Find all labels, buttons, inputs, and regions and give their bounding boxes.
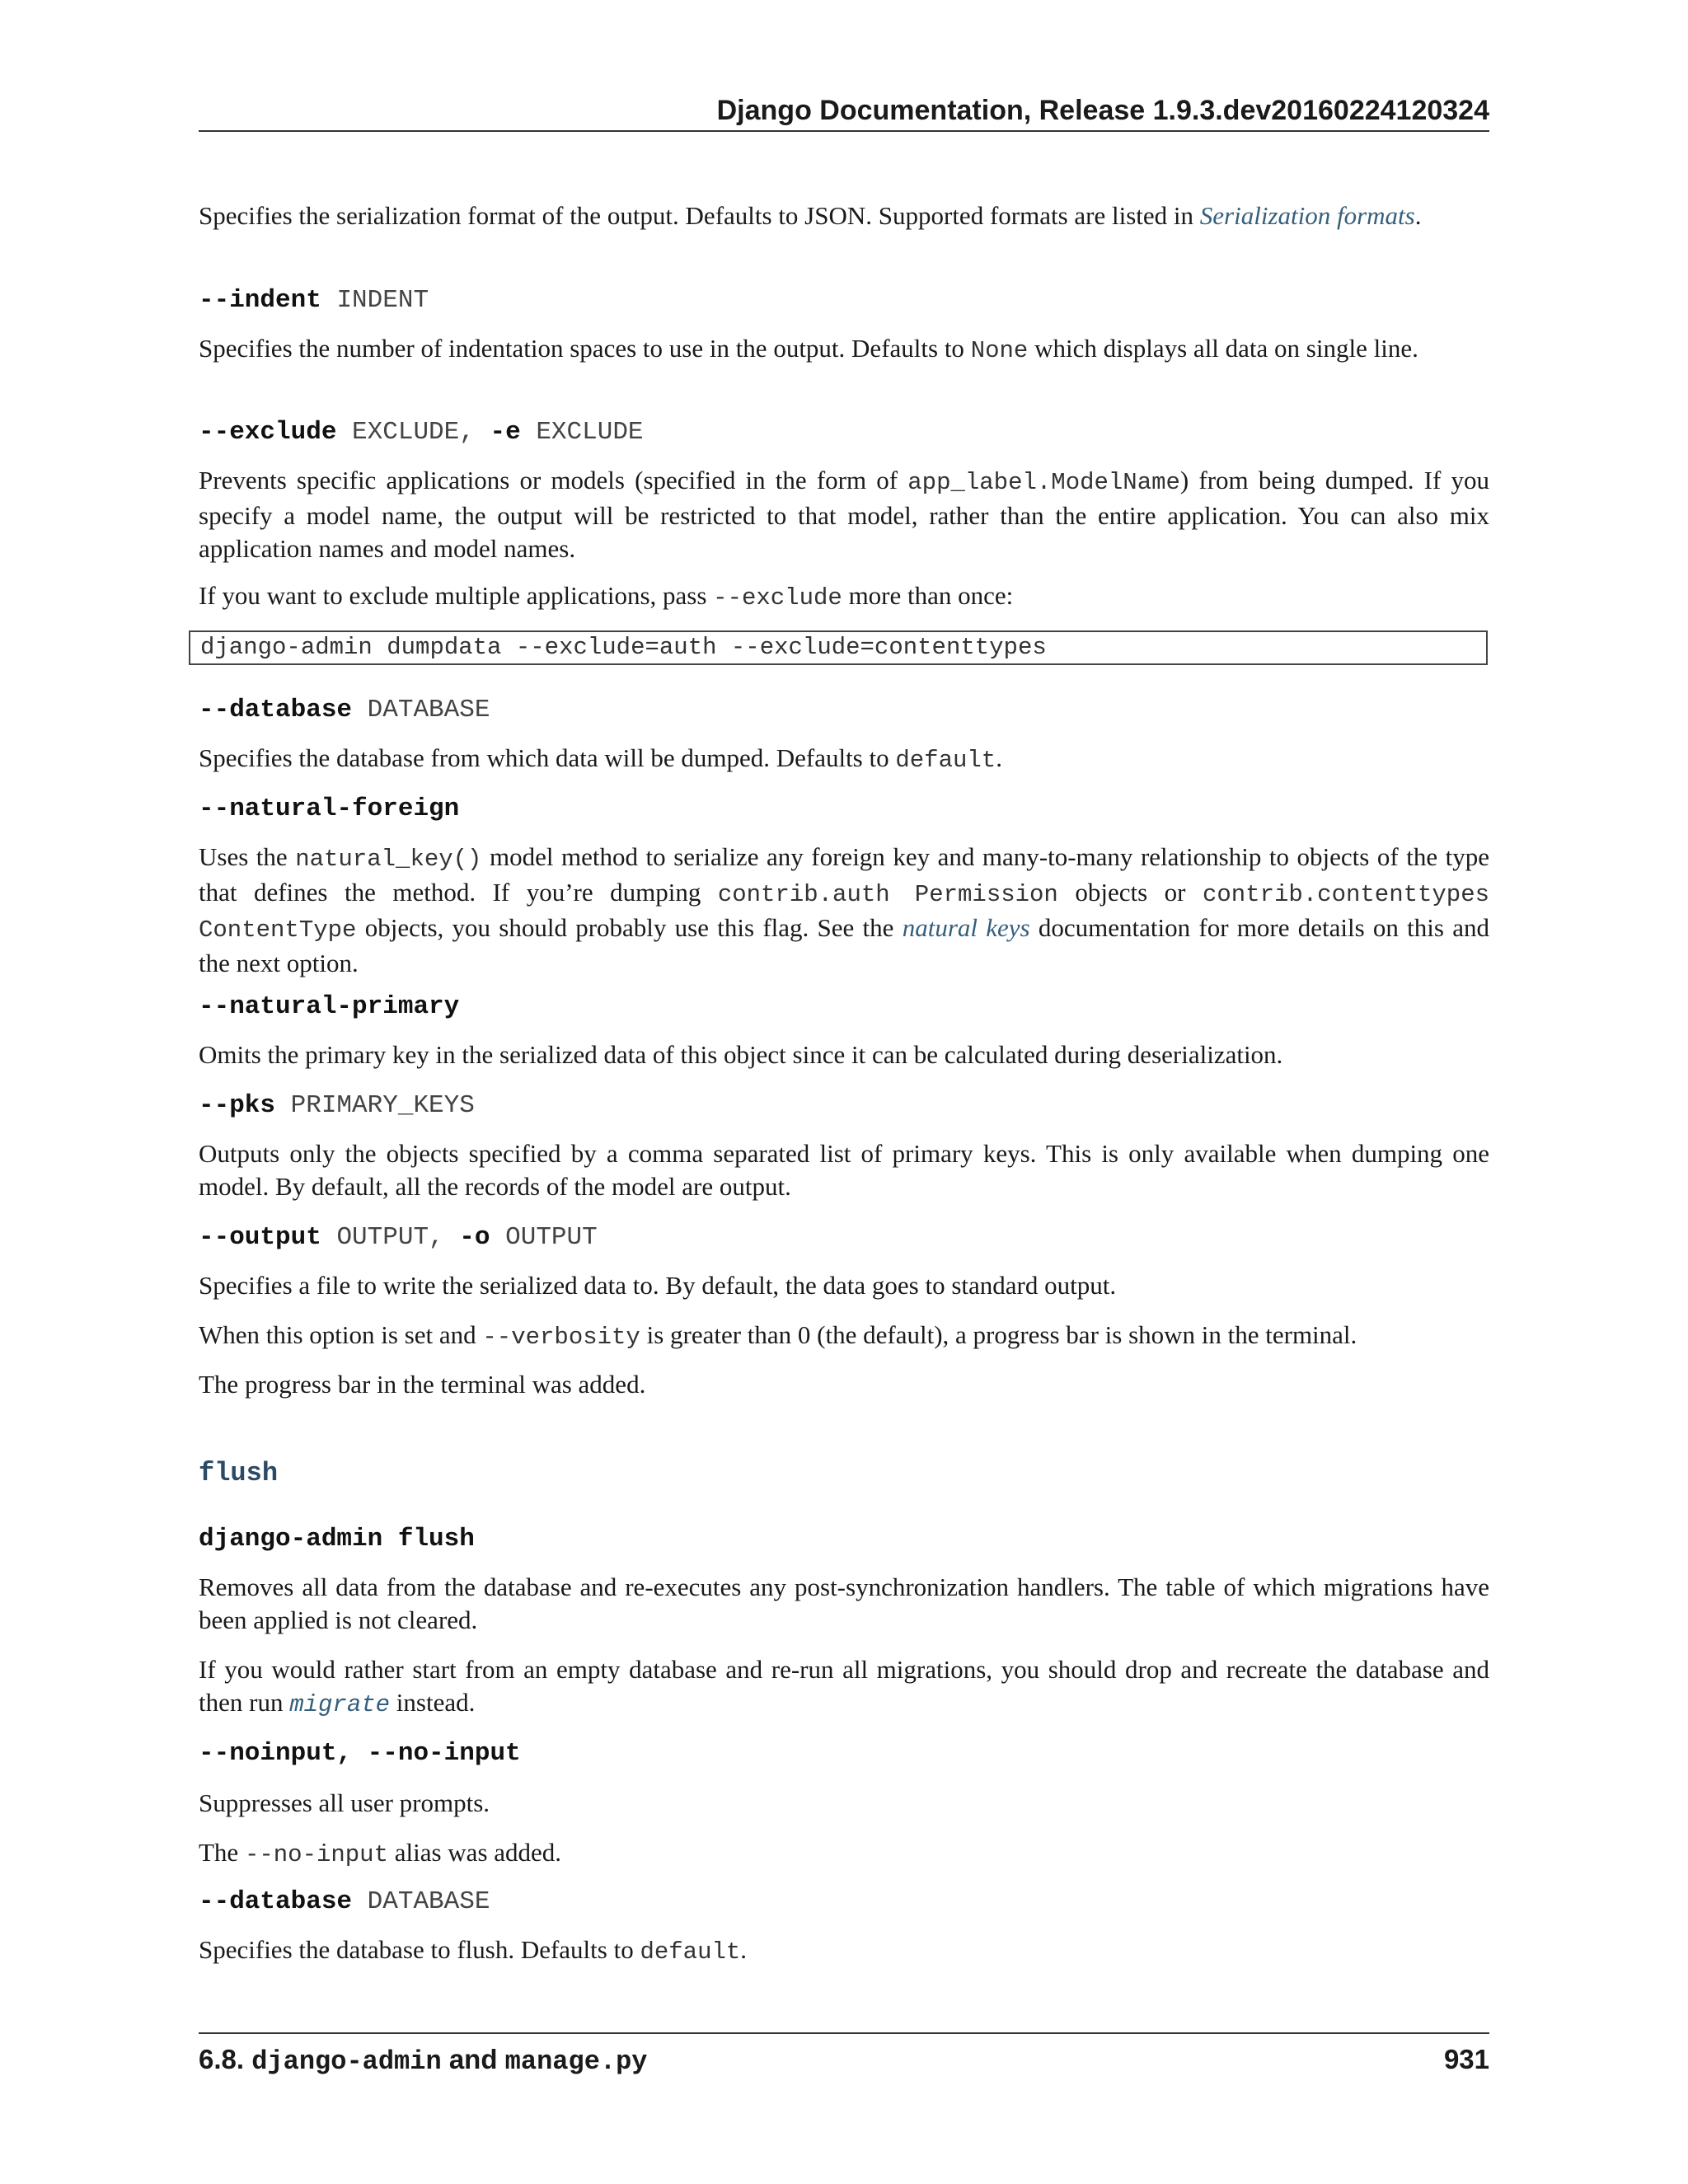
option-database: --database DATABASE xyxy=(199,696,490,724)
indent-description: Specifies the number of indentation spaces to use in the output. Defaults to None which displays all data on single line. xyxy=(199,334,1418,364)
option-exclude: --exclude EXCLUDE, -e EXCLUDE xyxy=(199,418,644,447)
option-natural-primary: --natural-primary xyxy=(199,992,460,1021)
database-description: Specifies the database from which data will be dumped. Defaults to default. xyxy=(199,743,1002,774)
option-indent: --indent INDENT xyxy=(199,286,429,315)
option-noinput: --noinput, --no-input xyxy=(199,1739,521,1768)
header-title: Django Documentation, Release 1.9.3.dev20160224120324 xyxy=(716,95,1489,126)
flush-command: django-admin flush xyxy=(199,1525,475,1554)
page-footer xyxy=(199,2032,1489,2083)
noinput-description: Suppresses all user prompts. xyxy=(199,1788,490,1817)
exclude-description: Prevents specific applications or models (specified in the form of app_label.ModelName) from being dumped. If you specify a model name, the output will be restricted to that model, rather than the entire application. You can also mix application names and model names. xyxy=(199,466,1489,563)
output-version-note: The progress bar in the terminal was added. xyxy=(199,1370,646,1399)
option-flush-database: --database DATABASE xyxy=(199,1887,490,1916)
flush-migrate-note: If you would rather start from an empty database and re-run all migrations, you should drop and recreate the database and then run migrate instead. xyxy=(199,1655,1489,1718)
output-progress-note: When this option is set and --verbosity is greater than 0 (the default), a progress bar is shown in the terminal. xyxy=(199,1320,1357,1351)
exclude-multiple-note: If you want to exclude multiple applications, pass --exclude more than once: xyxy=(199,581,1014,612)
natural-primary-description: Omits the primary key in the serialized data of this object since it can be calculated during deserialization. xyxy=(199,1040,1283,1069)
flush-database-description: Specifies the database to flush. Defaults to default. xyxy=(199,1935,748,1966)
natural-keys-link[interactable]: natural keys xyxy=(902,913,1030,942)
serialization-formats-link[interactable]: Serialization formats xyxy=(1199,201,1415,230)
code-example: django-admin dumpdata --exclude=auth --exclude=contenttypes xyxy=(189,630,1488,665)
format-description: Specifies the serialization format of the output. Defaults to JSON. Supported formats are listed in Serialization formats. xyxy=(199,201,1422,230)
pks-description: Outputs only the objects specified by a comma separated list of primary keys. This is only available when dumping one model. By default, all the records of the model are output. xyxy=(199,1139,1489,1201)
flush-description: Removes all data from the database and re-executes any post-synchronization handlers. The table of which migrations have been applied is not cleared. xyxy=(199,1572,1489,1634)
option-pks: --pks PRIMARY_KEYS xyxy=(199,1091,475,1120)
option-natural-foreign: --natural-foreign xyxy=(199,794,460,823)
page-header xyxy=(199,92,1489,132)
output-description: Specifies a file to write the serialized data to. By default, the data goes to standard output. xyxy=(199,1271,1117,1300)
option-output: --output OUTPUT, -o OUTPUT xyxy=(199,1223,598,1252)
migrate-link[interactable]: migrate xyxy=(289,1691,391,1718)
natural-foreign-description: Uses the natural_key() model method to serialize any foreign key and many-to-many relationship to objects of the type that defines the method. If you’re dumping contrib.auth Permission objects or contrib.contenttypes ContentType objects, you should probably use this flag. See the natural keys documentation for more details on this and the next option. xyxy=(199,842,1490,977)
footer-section-label: 6.8. django-admin and manage.py xyxy=(199,2044,648,2077)
page-number: 931 xyxy=(1443,2044,1489,2074)
noinput-version-note: The --no-input alias was added. xyxy=(199,1838,562,1868)
flush-section-title[interactable]: flush xyxy=(199,1458,279,1488)
